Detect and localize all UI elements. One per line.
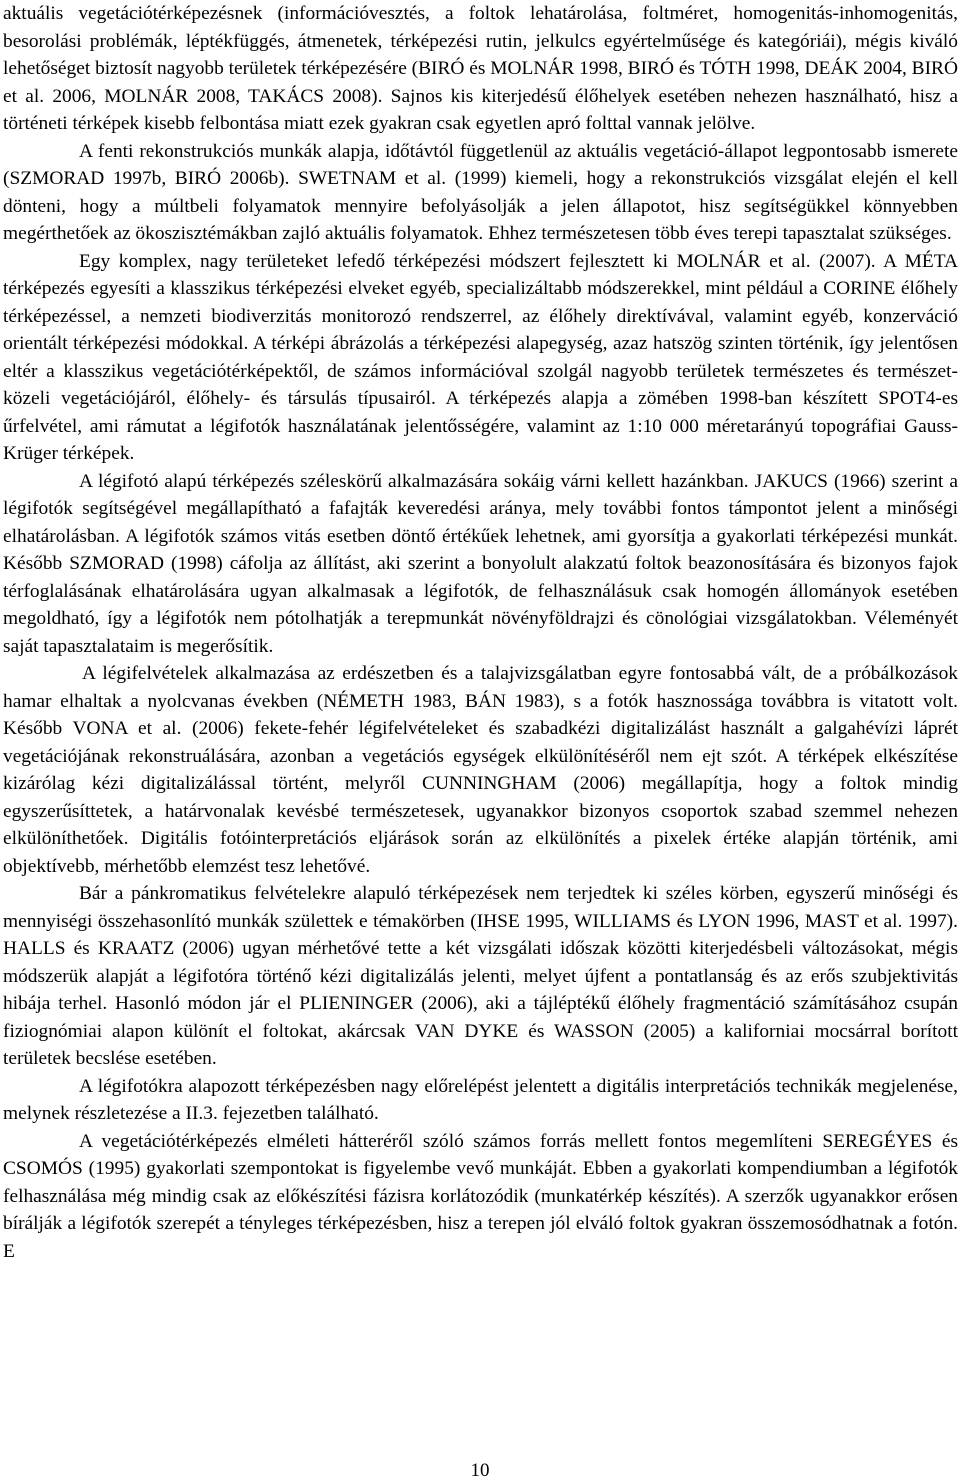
- paragraph-meta-mapping: Egy komplex, nagy területeket lefedő térképezési módszert fejlesztett ki MOLNÁR et al. (2007). A MÉTA térképezés egyesíti a klasszikus térképezési elveket egyéb, specializáltabb módszerekkel, mint például a CORINE élőhely térképezéssel, a nemzeti biodiverzitás monitorozó rendszerrel, az élőhely direktívával, valamint egyéb, konzerváció orientált térképezési módokkal. A térképi ábrázolás a térképezési alapegység, azaz hatszög szinten történik, így jelentősen eltér a klasszikus vegetációtérképektől, de számos információval szolgál nagyobb területek természetes és természet-közeli vegetációjáról, élőhely- és társulás típusairól. A térképezés alapja a zömében 1998-ban készített SPOT4-es űrfelvétel, ami rámutat a légifotók használatának jelentősségére, valamint az 1:10 000 méretarányú topográfiai Gauss-Krüger térképek.: [3, 250, 958, 464]
- paragraph-aerial-imagery-use: A légifelvételek alkalmazása az erdészetben és a talajvizsgálatban egyre fontosabbá vált, de a próbálkozások hamar elhaltak a nyolcvanas években (NÉMETH 1983, BÁN 1983), s a fotók hasznossága továbbra is vitatott volt. Később VONA et al. (2006) fekete-fehér légifelvételeket és szabadkézi digitalizálást használt a galgahévízi láprét vegetációjának rekonstruálására, azonban a vegetációs egységek elkülönítéséről nem ejt szót. A térképek elkészítése kizárólag kézi digitalizálással történt, melyről CUNNINGHAM (2006) megállapítja, hogy a foltok mindig egyszerűsíttetek, a határvonalak kevésbé természetesek, ugyanakkor bizonyos csoportok szabad szemmel nehezen elkülöníthetőek. Digitális fotóinterpretációs eljárások során az elkülönítés a pixelek értéke alapján történik, ami objektívebb, mérhetőbb elemzést tesz lehetővé.: [3, 663, 958, 877]
- page-number: 10: [470, 1460, 490, 1481]
- paragraph-digital-interpretation: A légifotókra alapozott térképezésben nagy előrelépést jelentett a digitális interpretációs technikák megjelenése, melynek részletezése a II.3. fejezetben található.: [3, 1075, 958, 1124]
- paragraph-continuation: aktuális vegetációtérképezésnek (információvesztés, a foltok lehatárolása, foltméret, homogenitás-inhomogenitás, besorolási problémák, léptékfüggés, átmenetek, térképezési rutin, jelkulcs egyértelműsége és kategóriái), mégis kiváló lehetőséget biztosít nagyobb területek térképezésére (BIRÓ és MOLNÁR 1998, BIRÓ és TÓTH 1998, DEÁK 2004, BIRÓ et al. 2006, MOLNÁR 2008, TAKÁCS 2008). Sajnos kis kiterjedésű élőhelyek esetében nehezen használható, hisz a történeti térképek kisebb felbontása miatt ezek gyakran csak egyetlen apró folttal vannak jelölve.: [3, 3, 958, 134]
- paragraph-aerial-photo-mapping: A légifotó alapú térképezés széleskörű alkalmazására sokáig várni kellett hazánkban. JAKUCS (1966) szerint a légifotók segítségével megállapítható a fafajták keveredési aránya, mely további fontos támpontot jelent a minőségi elhatárolásban. A légifotók számos vitás esetben döntő értékűek lehetnek, ami gyorsítja a gyakorlati térképezési munkát. Később SZMORAD (1998) cáfolja az állítást, aki szerint a bonyolult alakzatú foltok beazonosítására és bizonyos fajok térfoglalásának elhatárolására ugyan alkalmasak a légifotók, de felhasználásuk csak homogén állományok esetében megoldható, így a légifotók nem pótolhatják a terepmunkát növényföldrajzi és cönológiai vizsgálatokban. Véleményét saját tapasztalataim is megerősítik.: [3, 470, 958, 657]
- body-text: [3, 0, 958, 1265]
- paragraph-theory-background: A vegetációtérképezés elméleti hátteréről szóló számos forrás mellett fontos megemlíteni SEREGÉYES és CSOMÓS (1995) gyakorlati szempontokat is figyelembe vevő munkáját. Ebben a gyakorlati kompendiumban a légifotók felhasználása még mindig csak az előkészítési fázisra korlátozódik (munkatérkép készítés). A szerzők ugyanakkor erősen bírálják a légifotók szerepét a tényleges térképezésben, hisz a terepen jól elváló foltok gyakran összemosódhatnak a fotón. E: [3, 1130, 958, 1262]
- paragraph-reconstruction: A fenti rekonstrukciós munkák alapja, időtávtól függetlenül az aktuális vegetáció-állapot legpontosabb ismerete (SZMORAD 1997b, BIRÓ 2006b). SWETNAM et al. (1999) kiemeli, hogy a rekonstrukciós vizsgálat elején el kell dönteni, hogy a múltbeli folyamatok mennyire befolyásolják a jelen állapotot, hisz segítségükkel könnyebben megérthetőek az ökoszisztémákban zajló aktuális folyamatok. Ehhez természetesen több éves terepi tapasztalat szükséges.: [3, 140, 958, 244]
- paragraph-panchromatic: Bár a pánkromatikus felvételekre alapuló térképezések nem terjedtek ki széles körben, egyszerű minőségi és mennyiségi összehasonlító munkák születtek e témakörben (IHSE 1995, WILLIAMS és LYON 1996, MAST et al. 1997). HALLS és KRAATZ (2006) ugyan mérhetővé tette a két vizsgálati időszak közötti kiterjedésbeli változásokat, mégis módszerük alapját a légifotóra történő kézi digitalizálás jelenti, melyet újfent a pontatlanság és az erős szubjektivitás hibája terhel. Hasonló módon jár el PLIENINGER (2006), aki a tájléptékű élőhely fragmentáció számításához csupán fiziognómiai alapon különít el foltokat, akárcsak VAN DYKE és WASSON (2005) a kaliforniai mocsárral borított területek becslése esetében.: [3, 883, 958, 1069]
